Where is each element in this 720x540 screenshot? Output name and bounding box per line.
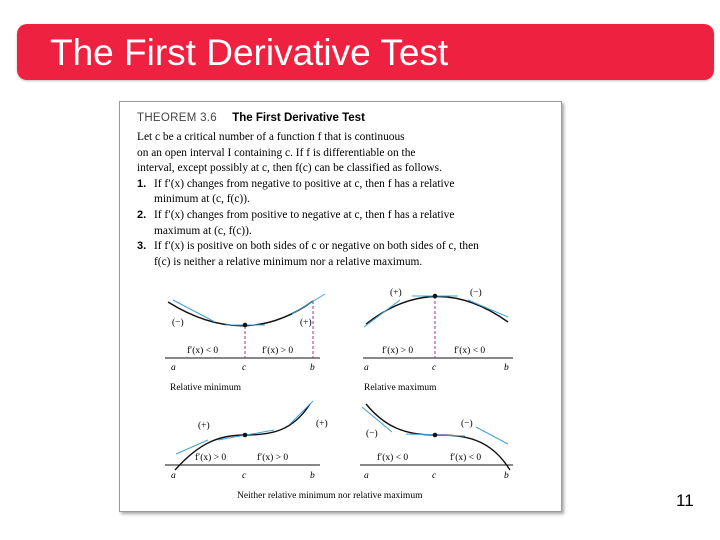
title-bar: [17, 24, 714, 80]
intro-line: interval, except possibly at c, then f(c) can be classified as follows.: [137, 162, 442, 175]
item-line: If f′(x) changes from negative to positive at c, then f has a relative: [154, 177, 455, 190]
critical-point: [433, 433, 438, 438]
figure-caption: Neither relative minimum nor relative maximum: [237, 491, 423, 501]
sign-label: (−): [461, 419, 473, 429]
tick-label: c: [242, 363, 247, 373]
tick-label: c: [432, 363, 437, 373]
tick-label: a: [171, 471, 176, 481]
sign-label: (−): [470, 288, 482, 298]
sign-label: (+): [316, 419, 328, 429]
tangent-line: [364, 300, 400, 327]
neither-increasing-figure: [165, 401, 328, 481]
theorem-label: THEOREM 3.6: [137, 112, 217, 124]
item-line: minimum at (c, f(c)).: [154, 193, 250, 206]
relative-minimum-figure: [165, 294, 325, 393]
tangent-line: [290, 401, 313, 424]
derivative-condition: f′(x) < 0: [187, 346, 219, 356]
tick-label: b: [504, 471, 509, 481]
sign-label: (+): [390, 288, 402, 298]
derivative-condition: f′(x) > 0: [257, 453, 289, 463]
curve: [366, 296, 508, 324]
intro-line: Let c be a critical number of a function f that is continuous: [137, 131, 405, 143]
tangent-line: [476, 427, 508, 444]
theorem-name: The First Derivative Test: [232, 112, 365, 124]
derivative-condition: f′(x) > 0: [382, 346, 414, 356]
item-number: 1.: [137, 177, 147, 190]
item-line: If f′(x) is positive on both sides of c or negative on both sides of c, then: [154, 240, 479, 253]
derivative-condition: f′(x) < 0: [377, 453, 409, 463]
tick-label: a: [364, 363, 369, 373]
item-line: If f′(x) changes from positive to negative at c, then f has a relative: [154, 208, 455, 221]
sign-label: (−): [366, 429, 378, 439]
item-number: 2.: [137, 208, 147, 221]
tangent-line: [176, 440, 208, 454]
theorem-box: [119, 101, 562, 512]
tick-label: b: [310, 363, 315, 373]
sign-label: (−): [172, 318, 184, 328]
sign-label: (+): [300, 318, 312, 328]
page-number: 11: [676, 491, 694, 510]
derivative-condition: f′(x) > 0: [195, 453, 227, 463]
critical-point: [243, 323, 248, 328]
item-line: f(c) is neither a relative minimum nor a relative maximum.: [154, 255, 423, 268]
tick-label: c: [432, 471, 437, 481]
figure-caption: Relative maximum: [364, 383, 437, 393]
tick-label: a: [171, 363, 176, 373]
tick-label: b: [504, 363, 509, 373]
tangent-line: [292, 294, 325, 314]
derivative-test-figures: [120, 102, 561, 511]
tangent-line: [468, 300, 508, 317]
tick-label: c: [242, 471, 247, 481]
slide-title: The First Derivative Test: [50, 32, 449, 73]
item-number: 3.: [137, 240, 147, 253]
critical-point: [243, 433, 248, 438]
tick-label: a: [364, 471, 369, 481]
derivative-condition: f′(x) > 0: [262, 346, 294, 356]
derivative-condition: f′(x) < 0: [454, 346, 486, 356]
item-line: maximum at (c, f(c)).: [154, 224, 252, 237]
derivative-condition: f′(x) < 0: [450, 453, 482, 463]
sign-label: (+): [198, 421, 210, 431]
intro-line: on an open interval I containing c. If f is differentiable on the: [137, 146, 416, 159]
figure-caption: Relative minimum: [170, 383, 241, 393]
tick-label: b: [310, 471, 315, 481]
relative-maximum-figure: [363, 287, 513, 393]
critical-point: [433, 294, 438, 299]
neither-decreasing-figure: [360, 404, 513, 481]
curve: [168, 301, 313, 326]
